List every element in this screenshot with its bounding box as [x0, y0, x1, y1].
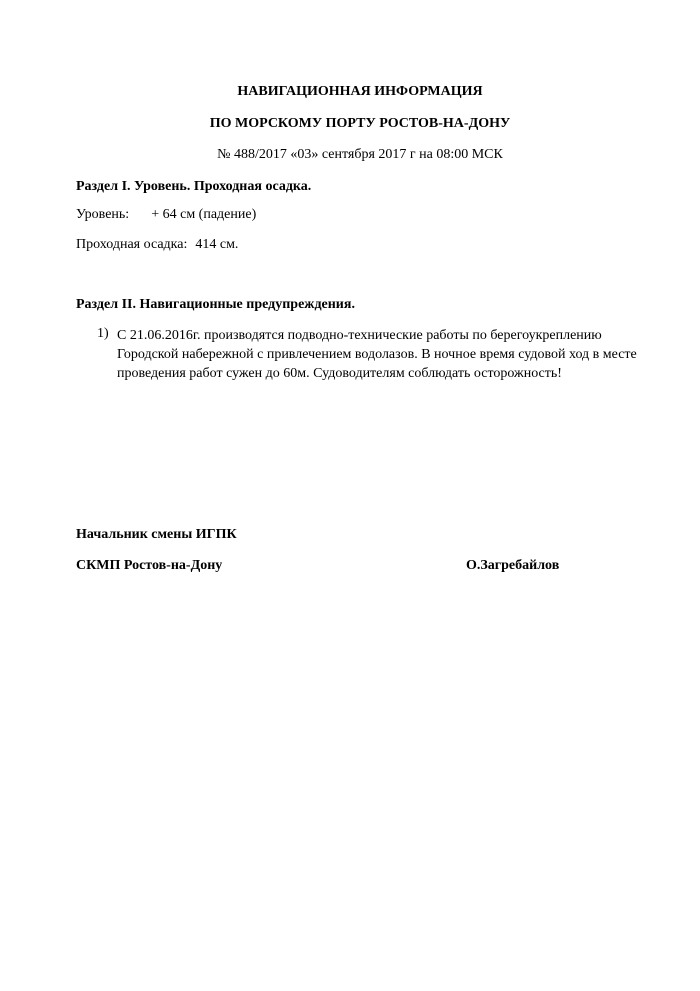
warning-item-line: С 21.06.2016г. производятся подводно-технические работы по берегоукреплению [117, 328, 602, 343]
signatory-position: Начальник смены ИГПК [76, 527, 237, 542]
warning-item-line: Городской набережной с привлечением водолазов. В ночное время судовой ход в месте [117, 347, 637, 362]
signatory-name: О.Загребайлов [466, 558, 560, 573]
water-level-label: Уровень: [76, 207, 130, 222]
issue-number-date: № 488/2017 «03» сентября 2017 г на 08:00 МСК [217, 147, 503, 162]
section-1-heading: Раздел I. Уровень. Проходная осадка. [76, 179, 312, 194]
warning-item-number: 1) [97, 326, 109, 341]
passing-draft-row [76, 237, 238, 253]
warning-item-text [117, 326, 657, 383]
passing-draft-value: 414 см. [195, 237, 239, 252]
signatory-organization: СКМП Ростов-на-Дону [76, 558, 223, 573]
passing-draft-label: Проходная осадка: [76, 237, 188, 252]
section-2-heading: Раздел II. Навигационные предупреждения. [76, 297, 355, 312]
document-subtitle: ПО МОРСКОМУ ПОРТУ РОСТОВ-НА-ДОНУ [209, 116, 511, 131]
warning-item-line: проведения работ сужен до 60м. Судоводителям соблюдать осторожность! [117, 366, 562, 381]
water-level-value: + 64 см (падение) [151, 207, 257, 222]
water-level-row [76, 207, 256, 223]
document-title: НАВИГАЦИОННАЯ ИНФОРМАЦИЯ [237, 84, 483, 99]
